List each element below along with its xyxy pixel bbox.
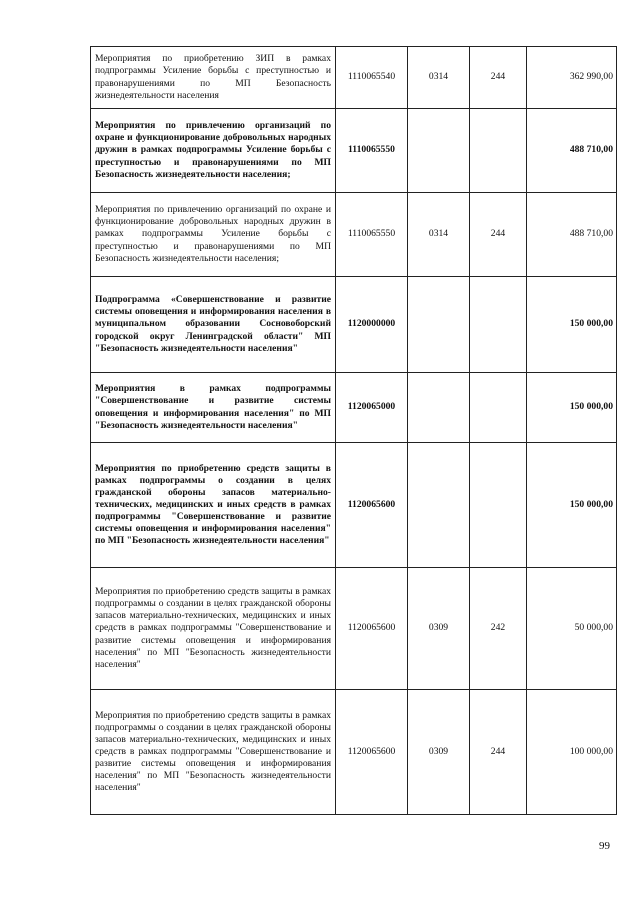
row-description: Мероприятия по приобретению ЗИП в рамках подпрограммы Усиление борьбы с преступностью и правонарушениями по МП Безопасность жизнедеятельности населения [91, 47, 336, 109]
target-code: 1120065600 [336, 568, 408, 690]
row-description: Мероприятия по привлечению организаций по охране и функционирование добровольных народных дружин в рамках подпрограммы Усиление борьбы с преступностью и правонарушениями по МП Безопасность жизнедеятельности населения; [91, 193, 336, 277]
amount: 150 000,00 [527, 373, 617, 443]
budget-table [90, 46, 617, 815]
row-description: Мероприятия в рамках подпрограммы "Совершенствование и развитие системы оповещения и информирования населения" по МП "Безопасность жизнедеятельности населения" [91, 373, 336, 443]
row-description: Мероприятия по приобретению средств защиты в рамках подпрограммы о создании в целях гражданской обороны запасов материально-технических, медицинских и иных средств в рамках подпрограммы "Совершенствование и развитие системы оповещения и информирования населения" по МП "Безопасность жизнедеятельности населения" [91, 690, 336, 815]
section-code [408, 443, 470, 568]
target-code: 1110065540 [336, 47, 408, 109]
table-row [91, 690, 617, 815]
target-code: 1110065550 [336, 193, 408, 277]
row-description: Мероприятия по приобретению средств защиты в рамках подпрограммы о создании в целях гражданской обороны запасов материально-технических, медицинских и иных средств в рамках подпрограммы "Совершенствование и развитие системы оповещения и информирования населения" по МП "Безопасность жизнедеятельности населения" [91, 568, 336, 690]
expense-type: 244 [470, 690, 527, 815]
table-row [91, 109, 617, 193]
expense-type [470, 277, 527, 373]
amount: 488 710,00 [527, 193, 617, 277]
section-code: 0309 [408, 690, 470, 815]
page-number: 99 [599, 840, 610, 852]
row-description: Мероприятия по привлечению организаций по охране и функционирование добровольных народных дружин в рамках подпрограммы Усиление борьбы с преступностью и правонарушениями по МП Безопасность жизнедеятельности населения; [91, 109, 336, 193]
amount: 488 710,00 [527, 109, 617, 193]
section-code [408, 109, 470, 193]
amount: 362 990,00 [527, 47, 617, 109]
amount: 100 000,00 [527, 690, 617, 815]
row-description: Мероприятия по приобретению средств защиты в рамках подпрограммы о создании в целях гражданской обороны запасов материально-технических, медицинских и иных средств в рамках подпрограммы "Совершенствование и развитие системы оповещения и информирования населения" по МП "Безопасность жизнедеятельности населения" [91, 443, 336, 568]
table-row [91, 443, 617, 568]
target-code: 1120065000 [336, 373, 408, 443]
table-row [91, 193, 617, 277]
expense-type: 242 [470, 568, 527, 690]
table-row [91, 277, 617, 373]
expense-type [470, 109, 527, 193]
section-code: 0314 [408, 47, 470, 109]
table-row [91, 47, 617, 109]
section-code: 0314 [408, 193, 470, 277]
table-row [91, 373, 617, 443]
expense-type: 244 [470, 193, 527, 277]
amount: 150 000,00 [527, 443, 617, 568]
table-row [91, 568, 617, 690]
expense-type [470, 443, 527, 568]
target-code: 1110065550 [336, 109, 408, 193]
expense-type [470, 373, 527, 443]
section-code [408, 373, 470, 443]
amount: 150 000,00 [527, 277, 617, 373]
target-code: 1120065600 [336, 443, 408, 568]
target-code: 1120000000 [336, 277, 408, 373]
section-code: 0309 [408, 568, 470, 690]
section-code [408, 277, 470, 373]
amount: 50 000,00 [527, 568, 617, 690]
target-code: 1120065600 [336, 690, 408, 815]
row-description: Подпрограмма «Совершенствование и развитие системы оповещения и информирования населения в муниципальном образовании Сосновоборский городской округ Ленинградской области" МП "Безопасность жизнедеятельности населения" [91, 277, 336, 373]
expense-type: 244 [470, 47, 527, 109]
budget-table-body [91, 47, 617, 815]
